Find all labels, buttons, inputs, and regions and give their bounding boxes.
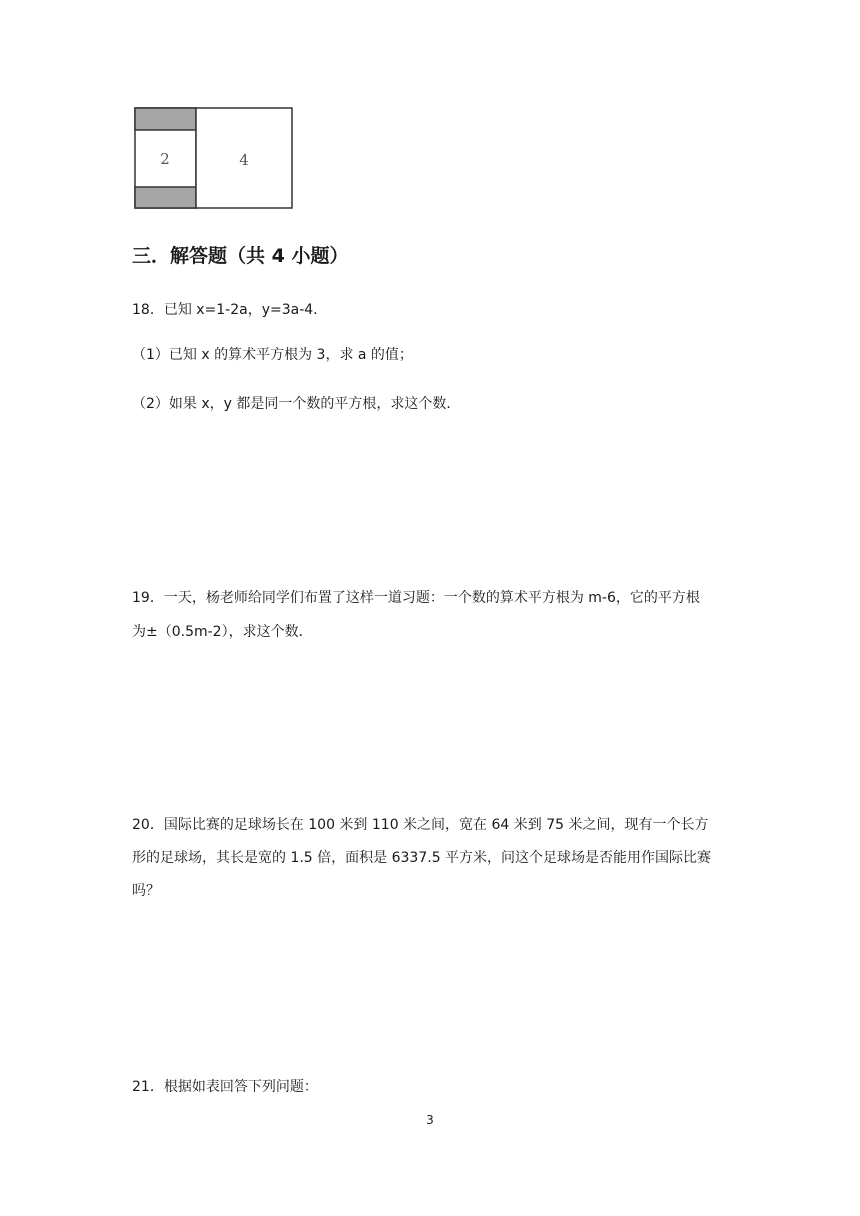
question-18-part-1: （1）已知 x 的算术平方根为 3，求 a 的值； [132, 347, 413, 363]
shaded-bottom-strip [135, 187, 196, 208]
question-19-line-1: 19．一天，杨老师给同学们布置了这样一道习题：一个数的算术平方根为 m-6，它的平方根 [132, 590, 700, 606]
question-18-part-2: （2）如果 x，y 都是同一个数的平方根，求这个数． [132, 396, 461, 412]
question-19-line-2: 为±（0.5m-2），求这个数． [132, 624, 313, 640]
question-20-line-1: 20．国际比赛的足球场长在 100 米到 110 米之间，宽在 64 米到 75 米之间，现有一个长方 [132, 817, 709, 833]
question-18-stem: 18．已知 x=1-2a，y=3a-4． [132, 302, 328, 318]
section-heading: 三．解答题（共 4 小题） [132, 245, 349, 267]
shaded-top-strip [135, 108, 196, 130]
small-square-label: 2 [160, 150, 170, 168]
square-figure [134, 107, 294, 209]
question-20-line-2: 形的足球场，其长是宽的 1.5 倍，面积是 6337.5 平方米，问这个足球场是否能用作国际比赛 [132, 850, 712, 866]
large-square-label: 4 [239, 151, 249, 169]
question-20-line-3: 吗？ [132, 883, 160, 899]
page-number: 3 [426, 1113, 434, 1127]
question-21-stem: 21．根据如表回答下列问题： [132, 1079, 318, 1095]
